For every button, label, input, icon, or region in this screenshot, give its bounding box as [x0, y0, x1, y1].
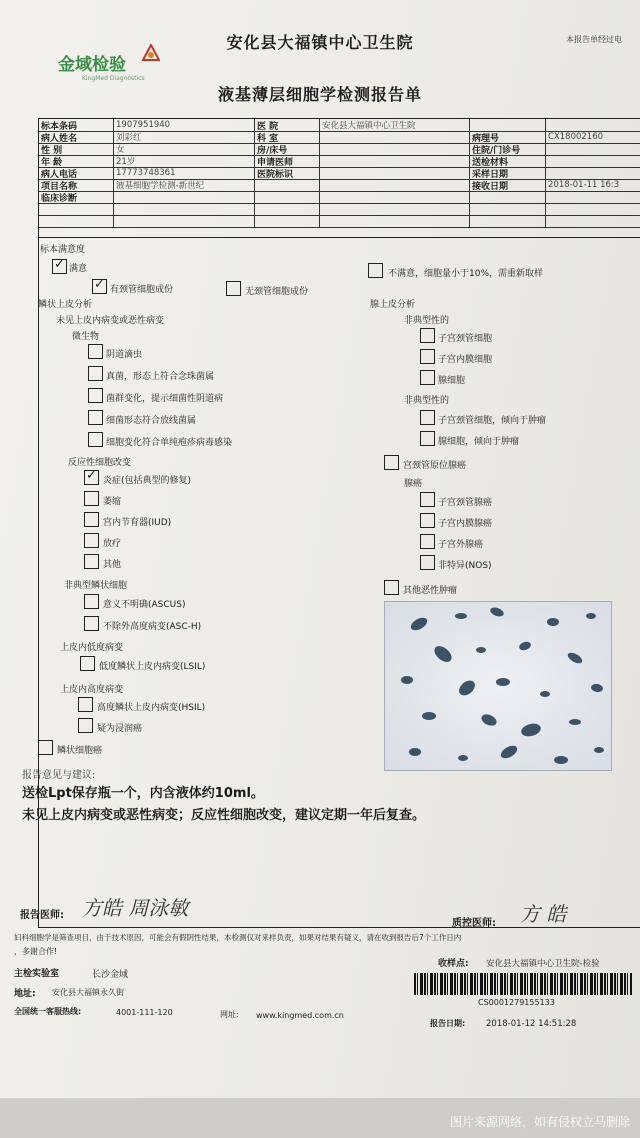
value-receive-date: 2018-01-11 16:3: [548, 180, 620, 190]
value-pathology-no: CX18002160: [548, 132, 604, 142]
label-hospital: 医 院: [257, 121, 279, 131]
microbes-list-checkbox-2[interactable]: [88, 388, 103, 403]
label-sample-date: 采样日期: [472, 169, 509, 179]
microbes-list-label-1: 真菌，形态上符合念珠菌属: [106, 372, 215, 382]
microbes-title: 微生物: [72, 332, 100, 342]
reactive-list-label-0: 炎症(包括典型的修复): [103, 476, 192, 486]
nilm-title: 未见上皮内病变或恶性病变: [56, 316, 165, 326]
without-cervical-label: 无颈管细胞成份: [245, 287, 309, 297]
g-adeno-list-checkbox-0[interactable]: [420, 492, 435, 507]
reactive-list-checkbox-4[interactable]: [84, 554, 99, 569]
value-phone: 17773748361: [116, 168, 176, 178]
disclaimer-line-2: ，多谢合作!: [14, 947, 58, 956]
g-adeno-list-label-0: 子宫颈管腺癌: [438, 498, 493, 508]
address-value: 安化县大福镇永久街: [52, 988, 124, 997]
label-patient: 病人姓名: [41, 133, 78, 143]
microbes-list-label-2: 菌群变化，提示细菌性阴道病: [106, 394, 224, 404]
hospital-title: 安化县大福镇中心卫生院: [226, 33, 414, 52]
reactive-list-checkbox-2[interactable]: [84, 512, 99, 527]
with-cervical-label: 有颈管细胞成份: [110, 285, 174, 295]
g-neoplastic-list-label-1: 腺细胞，倾向于肿瘤: [438, 437, 520, 447]
g-atypical-list-label-0: 子宫颈管细胞: [438, 334, 493, 344]
results-frame: [38, 238, 640, 928]
report-doctor-label: 报告医师:: [20, 910, 64, 921]
lsil-list-checkbox-0[interactable]: [80, 656, 95, 671]
g-atypical-list-label-2: 腺细胞: [438, 376, 466, 386]
kingmed-logo-mark-icon: [142, 44, 160, 62]
microbes-list-checkbox-3[interactable]: [88, 410, 103, 425]
qc-doctor-signature: 方 皓: [520, 902, 567, 926]
without-cervical-checkbox[interactable]: [226, 281, 241, 296]
value-hospital: 安化县大福镇中心卫生院: [322, 121, 416, 131]
other-malignancy-checkbox[interactable]: [384, 580, 399, 595]
lab-value: 长沙金域: [92, 970, 129, 980]
qc-doctor-label: 质控医师:: [452, 918, 496, 929]
label-age: 年 龄: [41, 157, 63, 167]
satisfaction-title: 标本满意度: [40, 245, 86, 255]
g-adeno-list-checkbox-3[interactable]: [420, 555, 435, 570]
g-adeno-list-label-1: 子宫内膜腺癌: [438, 519, 493, 529]
other-malignancy-label: 其他恶性肿瘤: [403, 586, 458, 596]
scc-checkbox[interactable]: [38, 740, 53, 755]
ais-label: 宫颈管原位腺癌: [403, 461, 467, 471]
atypical-list-label-0: 意义不明确(ASCUS): [103, 600, 186, 610]
value-patient: 刘彩红: [116, 133, 142, 143]
g-atypical-list-label-1: 子宫内膜细胞: [438, 355, 493, 365]
disclaimer-line-1: 妇科细胞学是筛查项目，由于技术原因，可能会有假阴性结果，本检测仅对来样负责，如果对结果有疑义，请在收到报告后7个工作日内: [14, 933, 462, 942]
label-item: 项目名称: [41, 181, 78, 191]
report-date-label: 报告日期:: [430, 1019, 466, 1028]
glandular-title: 腺上皮分析: [370, 300, 416, 310]
label-receive-date: 接收日期: [472, 181, 509, 191]
remarks-line-2: 未见上皮内病变或恶性病变；反应性细胞改变，建议定期一年后复查。: [22, 808, 426, 823]
logo-sub: KingMed Diagnostics: [82, 75, 145, 82]
value-age: 21岁: [116, 157, 136, 167]
microbes-list-label-0: 阴道滴虫: [106, 350, 143, 360]
satisfied-label: 满意: [69, 264, 88, 274]
ais-checkbox[interactable]: [384, 455, 399, 470]
g-atypical-list-checkbox-0[interactable]: [420, 328, 435, 343]
reactive-title: 反应性细胞改变: [68, 458, 132, 468]
hotline-label: 全国统一客服热线:: [14, 1007, 82, 1016]
g-neoplastic-list-checkbox-0[interactable]: [420, 410, 435, 425]
reactive-list-label-2: 宫内节育器(IUD): [103, 518, 172, 528]
label-pathology-no: 病理号: [472, 133, 500, 143]
atypical-list-checkbox-1[interactable]: [84, 616, 99, 631]
g-adeno-list-checkbox-2[interactable]: [420, 534, 435, 549]
g-neoplastic-list-checkbox-1[interactable]: [420, 431, 435, 446]
hsil-list-label-0: 高度鳞状上皮内病变(HSIL): [97, 703, 206, 713]
value-item: 液基细胞学检测-新世纪: [116, 181, 205, 191]
microbes-list-checkbox-1[interactable]: [88, 366, 103, 381]
collect-value: 安化县大福镇中心卫生院-检验: [486, 959, 600, 969]
scc-label: 鳞状细胞癌: [57, 746, 103, 756]
hsil-list-checkbox-1[interactable]: [78, 718, 93, 733]
hsil-list-label-1: 疑为浸润癌: [97, 724, 143, 734]
hsil-list-checkbox-0[interactable]: [78, 697, 93, 712]
patient-info-table: [38, 118, 640, 238]
label-specimen-no: 标本条码: [41, 121, 78, 131]
with-cervical-checkbox[interactable]: [92, 279, 107, 294]
kingmed-logo: [58, 50, 145, 82]
label-room: 房/床号: [257, 145, 288, 155]
hsil-title: 上皮内高度病变: [60, 685, 124, 695]
unsatisfied-checkbox[interactable]: [368, 263, 383, 278]
report-date-value: 2018-01-12 14:51:28: [486, 1019, 577, 1029]
unsatisfied-label: 不满意，细胞量小于10%，需重新取样: [388, 269, 544, 279]
microbes-list-checkbox-0[interactable]: [88, 344, 103, 359]
web-label: 网址:: [220, 1010, 239, 1019]
remarks-line-1: 送检Lpt保存瓶一个，内含液体约10ml。: [22, 786, 264, 801]
lsil-title: 上皮内低度病变: [60, 643, 124, 653]
atypical-list-label-1: 不除外高度病变(ASC-H): [103, 622, 202, 632]
g-atypical-list-checkbox-2[interactable]: [420, 370, 435, 385]
collect-label: 收样点:: [438, 959, 469, 969]
cytology-cells-image: [385, 602, 612, 771]
hotline-value: 4001-111-120: [116, 1008, 173, 1017]
address-label: 地址:: [14, 989, 36, 999]
squamous-title: 鳞状上皮分析: [38, 300, 93, 310]
reactive-list-label-1: 萎缩: [103, 497, 122, 507]
web-value: www.kingmed.com.cn: [256, 1011, 344, 1020]
reactive-list-label-4: 其他: [103, 560, 122, 570]
glandular-atypical-title: 非典型性的: [404, 316, 450, 326]
label-dept: 科 室: [257, 133, 279, 143]
value-specimen-no: 1907951940: [116, 120, 171, 130]
adeno-title: 腺癌: [404, 479, 423, 489]
barcode-number: CS0001279155133: [478, 998, 555, 1007]
report-doctor-signature: 方皓 周泳敏: [82, 896, 189, 920]
g-adeno-list-label-3: 非特异(NOS): [438, 561, 492, 571]
label-sex: 性 别: [41, 145, 63, 155]
reactive-list-checkbox-3[interactable]: [84, 533, 99, 548]
atypical-list-checkbox-0[interactable]: [84, 594, 99, 609]
microbes-list-checkbox-4[interactable]: [88, 432, 103, 447]
lab-label: 主检实验室: [14, 969, 60, 979]
glandular-neoplastic-title: 非典型性的: [404, 396, 450, 406]
microbes-list-label-4: 细胞变化符合单纯疱疹病毒感染: [106, 438, 233, 448]
label-phone: 病人电话: [41, 169, 78, 179]
value-sex: 女: [116, 145, 125, 155]
label-doctor: 申请医师: [257, 157, 294, 167]
label-diagnosis: 临床诊断: [41, 193, 78, 203]
lsil-list-label-0: 低度鳞状上皮内病变(LSIL): [99, 662, 206, 672]
cytology-micrograph: [384, 601, 612, 771]
label-material: 送检材料: [472, 157, 509, 167]
g-atypical-list-checkbox-1[interactable]: [420, 349, 435, 364]
watermark-text: 图片来源网络，如有侵权立马删除: [449, 1115, 630, 1129]
g-adeno-list-checkbox-1[interactable]: [420, 513, 435, 528]
reactive-list-checkbox-0[interactable]: [84, 470, 99, 485]
top-note: 本报告单经过电: [566, 35, 622, 44]
logo-text: 金域检验: [58, 55, 126, 75]
reactive-list-checkbox-1[interactable]: [84, 491, 99, 506]
atypical-squamous-title: 非典型鳞状细胞: [64, 581, 128, 591]
satisfied-checkbox[interactable]: [52, 259, 67, 274]
label-inpatient: 住院/门诊号: [472, 145, 521, 155]
g-adeno-list-label-2: 子宫外腺癌: [438, 540, 484, 550]
g-neoplastic-list-label-0: 子宫颈管细胞，倾向于肿瘤: [438, 416, 547, 426]
microbes-list-label-3: 细菌形态符合放线菌属: [106, 416, 197, 426]
report-title: 液基薄层细胞学检测报告单: [217, 85, 422, 104]
reactive-list-label-3: 放疗: [103, 539, 122, 549]
remarks-label: 报告意见与建议:: [22, 770, 96, 781]
specimen-barcode: [414, 973, 632, 995]
label-hosp-mark: 医院标识: [257, 169, 294, 179]
